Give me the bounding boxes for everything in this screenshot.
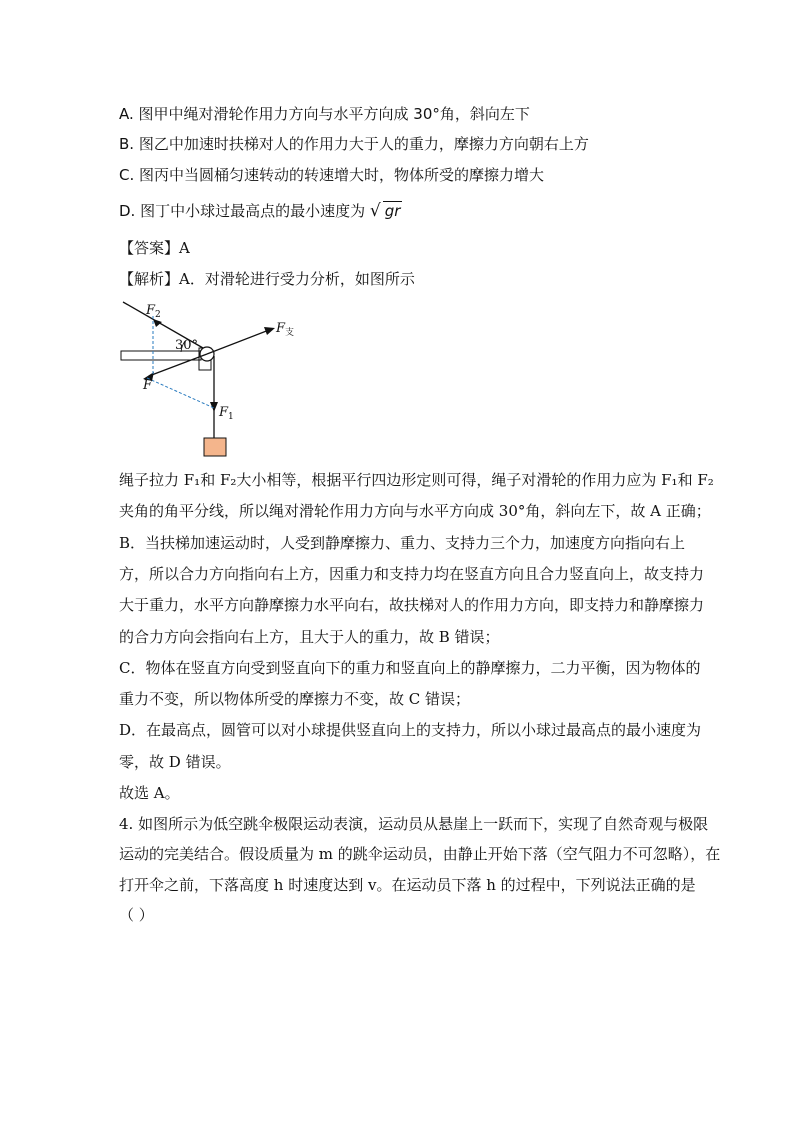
label-f1: $F_1$ xyxy=(219,405,234,422)
label-fzhi: $F_支$ xyxy=(276,321,295,338)
analysis-line: 零，故 D 错误。 xyxy=(119,752,231,771)
analysis-line: 夹角的角平分线，所以绳对滑轮作用力方向与水平方向成 30°角，斜向左下，故 A 正确； xyxy=(119,502,711,521)
hanging-block xyxy=(204,438,226,456)
analysis-line: 的合力方向会指向右上方，且大于人的重力，故 B 错误； xyxy=(119,627,500,646)
force-support-line xyxy=(207,330,269,354)
analysis-line: 大于重力，水平方向静摩擦力水平向右，故扶梯对人的作用力方向，即支持力和静摩擦力 xyxy=(119,596,705,615)
option-d-formula: gr xyxy=(384,202,401,220)
analysis-line: D．在最高点，圆管可以对小球提供竖直向上的支持力，所以小球过最高点的最小速度为 xyxy=(119,721,702,740)
sqrt-symbol-icon: √ xyxy=(369,201,381,221)
analysis-line: 方，所以合力方向指向右上方，因重力和支持力均在竖直方向且合力竖直向上，故支持力 xyxy=(119,564,705,583)
label-angle: 30° xyxy=(175,338,199,353)
label-f: F xyxy=(143,378,153,393)
option-d xyxy=(119,201,402,221)
answer-line: 【答案】A xyxy=(119,239,190,257)
option-a: A. 图甲中绳对滑轮作用力方向与水平方向成 30°角，斜向左下 xyxy=(119,105,530,123)
question4-line: 打开伞之前，下落高度 h 时速度达到 v。在运动员下落 h 的过程中，下列说法正确的是 xyxy=(119,875,696,894)
option-c: C. 图丙中当圆桶匀速转动的转速增大时，物体所受的摩擦力增大 xyxy=(119,166,545,184)
analysis-intro: 【解析】A．对滑轮进行受力分析，如图所示 xyxy=(119,270,415,288)
analysis-line: 绳子拉力 F₁和 F₂大小相等，根据平行四边形定则可得，绳子对滑轮的作用力应为 F₁和 F₂ xyxy=(119,471,714,489)
analysis-line: 故选 A。 xyxy=(119,784,180,802)
analysis-line: 重力不变，所以物体所受的摩擦力不变，故 C 错误； xyxy=(119,690,471,709)
f2-arrow-icon xyxy=(153,319,162,327)
label-f2: $F_2$ xyxy=(146,303,161,320)
question4-line: 运动的完美结合。假设质量为 m 的跳伞运动员，由静止开始下落（空气阻力不可忽略），在 xyxy=(119,845,721,864)
pulley-force-diagram xyxy=(119,296,295,458)
question4-line: （ ） xyxy=(119,905,154,924)
dashed-diagonal xyxy=(147,378,214,408)
analysis-line: B．当扶梯加速运动时，人受到静摩擦力、重力、支持力三个力，加速度方向指向右上 xyxy=(119,533,686,552)
analysis-line: C．物体在竖直方向受到竖直向下的重力和竖直向上的静摩擦力，二力平衡，因为物体的 xyxy=(119,658,701,677)
question4-line: 4. 如图所示为低空跳伞极限运动表演，运动员从悬崖上一跃而下，实现了自然奇观与极限 xyxy=(119,815,709,833)
fzhi-arrow-icon xyxy=(264,327,275,335)
option-b: B. 图乙中加速时扶梯对人的作用力大于人的重力，摩擦力方向朝右上方 xyxy=(119,135,589,153)
option-d-text: D. 图丁中小球过最高点的最小速度为 xyxy=(119,202,366,220)
force-resultant-line xyxy=(149,354,207,376)
